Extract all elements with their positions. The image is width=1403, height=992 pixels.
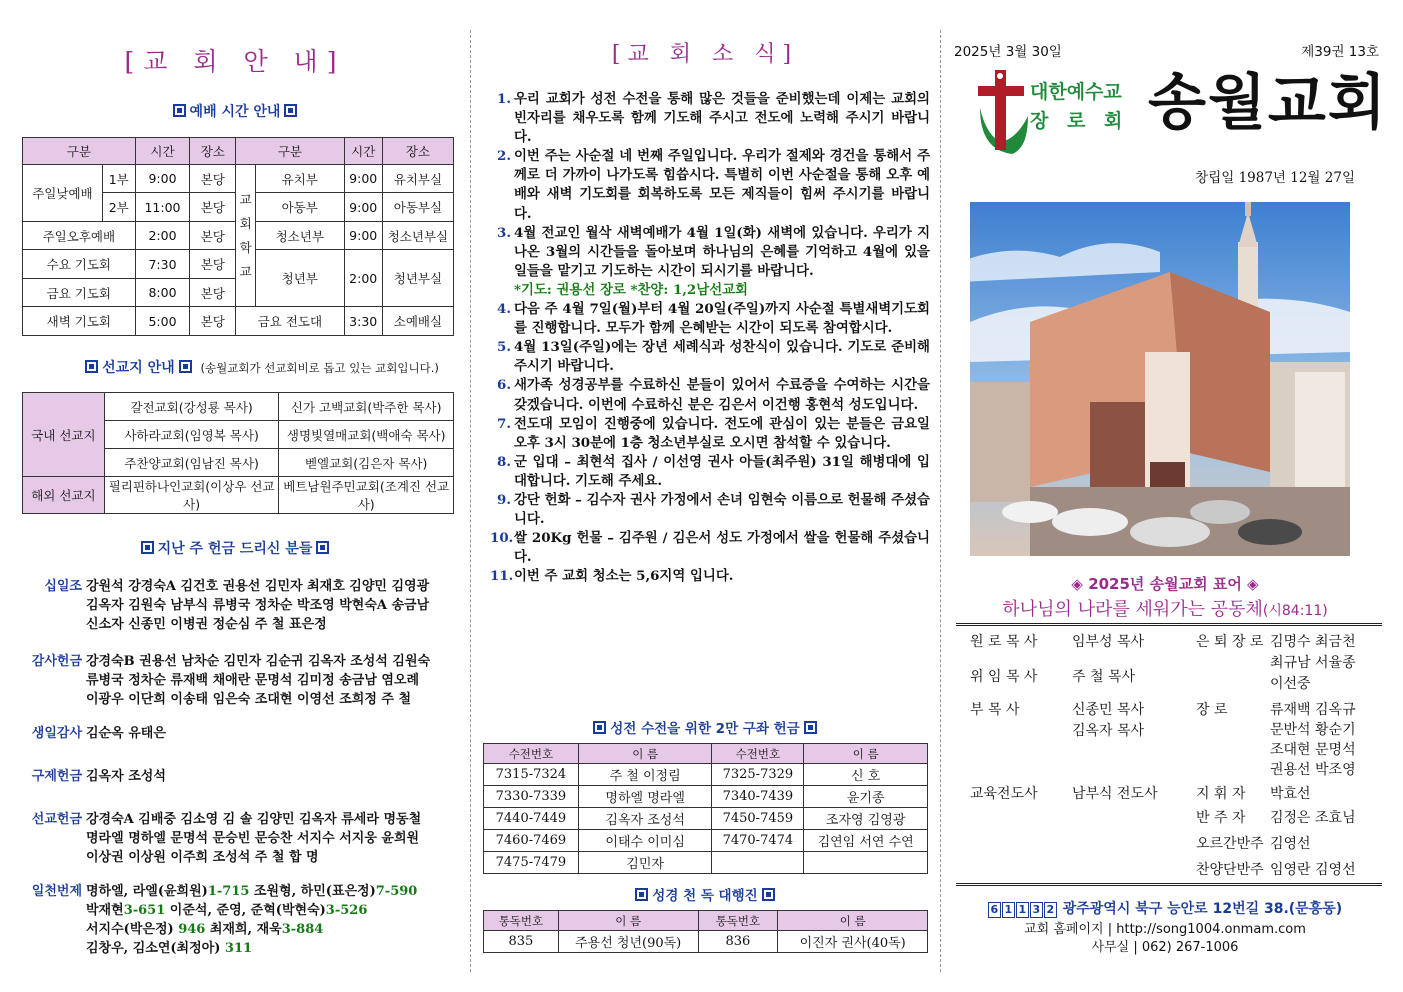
diamond-icon: ◈ [1071, 575, 1083, 593]
worship-time: 7:30 [135, 250, 190, 279]
square-bullet-icon [85, 360, 98, 373]
news-text: 우리 교회가 성전 수전을 통해 많은 것들을 준비했는데 이제는 교회의 빈자리를 채우도록 함께 기도해 주시고 전도에 노력해 주시기 바랍니다. [514, 91, 930, 146]
table-header: 이 름 [778, 911, 928, 931]
header-time: 시간 [135, 138, 190, 165]
table-header: 통독번호 [698, 911, 778, 931]
left-column [0, 0, 470, 992]
table-header: 수전번호 [484, 744, 579, 764]
worship-place: 본당 [190, 222, 236, 250]
motto-reference: (시84:11) [1262, 603, 1328, 619]
table-cell: 김연임 서연 수연 [804, 830, 928, 852]
table-row [484, 852, 928, 874]
school-name: 아동부 [255, 193, 344, 222]
school-place: 청년부실 [382, 250, 453, 307]
mission-title-text: 선교지 안내 [102, 360, 175, 376]
square-bullet-icon [762, 888, 775, 901]
offering-names: 강경숙A 김배중 김소영 김 솔 김양민 김옥자 류세라 명동철 [86, 812, 422, 827]
header-place: 장소 [190, 138, 236, 165]
offering-names: 강원석 강경숙A 김건호 권용선 김민자 최재호 김양민 김영광 [86, 579, 430, 594]
extra-name: 금요 전도대 [236, 307, 344, 336]
offering-names: 신소자 신종민 이병권 정순심 주 철 표은정 [86, 617, 327, 632]
school-place: 아동부실 [382, 193, 453, 222]
table-header: 이 름 [558, 911, 698, 931]
worship-group: 금요 기도회 [23, 279, 136, 307]
offering-label: 생일감사 [31, 726, 82, 741]
offering-label: 십일조 [44, 579, 82, 594]
news-item [490, 224, 930, 281]
mission-overseas-label: 해외 선교지 [23, 477, 105, 514]
news-number: 3. [497, 224, 511, 241]
square-bullet-icon [635, 888, 648, 901]
staff-name: 김정은 조효님 [1270, 810, 1356, 826]
news-text: 쌀 20Kg 헌물 – 김주원 / 김은서 성도 가정에서 쌀을 헌물해 주셨습니다. [514, 530, 930, 566]
table-cell [804, 852, 928, 874]
table-cell: 7340-7439 [712, 786, 804, 808]
news-item [490, 529, 930, 567]
news-number: 9. [497, 491, 511, 508]
mission-section-title [60, 357, 460, 377]
worship-part: 2부 [102, 193, 135, 222]
office-phone: 사무실 | 062) 267-1006 [1091, 940, 1239, 955]
worship-time: 2:00 [135, 222, 190, 250]
news-text: 전도대 모임이 진행중에 있습니다. 전도에 관심이 있는 분들은 금요일 오후 3시 30분에 1층 청소년부실로 오시면 참석할 수 있습니다. [514, 415, 930, 451]
mission-church: 사하라교회(임영복 목사) [104, 421, 279, 449]
news-item [490, 90, 930, 147]
staff-role: 반 주 자 [1196, 810, 1246, 826]
worship-group: 주일낮예배 [23, 165, 103, 222]
offering-birthday [30, 724, 460, 743]
staff-name: 최규남 서율종 [1270, 655, 1356, 671]
header-division: 구분 [236, 138, 344, 165]
mission-church: 갈전교회(강성룡 목사) [104, 393, 279, 421]
news-text: 4월 전교인 월삭 새벽예배가 4월 1일(화) 새벽에 있습니다. 우리가 지나온 3월의 시간들을 돌아보며 하나님의 은혜를 기억하고 4월에 있을 일들을 맡기고 기도하는 시간이 되시기를 바랍니다. [514, 224, 930, 279]
header-time: 시간 [344, 138, 382, 165]
worship-place: 본당 [190, 193, 236, 222]
church-name: 송월교회 [1148, 68, 1388, 138]
mission-church: 신가 고백교회(박주한 목사) [279, 393, 454, 421]
extra-place: 소예배실 [382, 307, 453, 336]
news-item [490, 415, 930, 453]
table-cell: 주용선 청년(90독) [558, 931, 698, 953]
news-item [490, 147, 930, 223]
postal-digit: 2 [1044, 902, 1057, 918]
table-header: 이 름 [578, 744, 712, 764]
table-cell: 7440-7449 [484, 808, 579, 830]
offering-names: 김옥자 조성석 [86, 769, 166, 784]
table-cell: 7460-7469 [484, 830, 579, 852]
offering-label: 일천번제 [31, 884, 82, 899]
right-column [940, 0, 1403, 992]
mission-church: 필리핀하나인교회(이상우 선교사) [104, 477, 279, 514]
table-cell: 김옥자 조성석 [578, 808, 712, 830]
mission-church: 주찬양교회(임남진 목사) [104, 449, 279, 477]
news-text: 강단 헌화 – 김수자 권사 가정에서 손녀 임현숙 이름으로 헌물해 주셨습니다. [514, 491, 930, 528]
staff-role: 교육전도사 [970, 786, 1038, 802]
table-row [484, 786, 928, 808]
school-label [236, 165, 256, 307]
staff-name: 신종민 목사 [1072, 702, 1145, 718]
school-time: 2:00 [344, 250, 382, 307]
table-row [484, 830, 928, 852]
staff-name: 이선중 [1270, 676, 1311, 692]
church-address: 광주광역시 북구 능안로 12번길 38.(문흥동) [1062, 901, 1343, 917]
table-cell: 836 [698, 931, 778, 953]
table-cell: 7315-7324 [484, 764, 579, 786]
news-text: 4월 13일(주일)에는 장년 세례식과 성찬식이 있습니다. 기도로 준비해 주시기 바랍니다. [514, 339, 930, 375]
motto-text: 하나님의 나라를 세워가는 공동체 [1002, 599, 1263, 620]
offering-names: 류병국 정차순 류재백 채애란 문명석 김미정 송금남 염오례 [86, 673, 420, 688]
news-number: 4. [497, 301, 511, 318]
news-number: 6. [497, 377, 511, 394]
postal-digit: 3 [1030, 902, 1043, 918]
worship-place: 본당 [190, 165, 236, 193]
school-place: 유치부실 [382, 165, 453, 193]
worship-time: 9:00 [135, 165, 190, 193]
news-text: 새가족 성경공부를 수료하신 분들이 있어서 수료증을 수여하는 시간을 갖겠습니다. 이번에 수료하신 분은 김은서 이건행 홍현석 성도입니다. [514, 377, 930, 413]
school-time: 9:00 [344, 165, 382, 193]
news-number: 7. [497, 415, 511, 432]
offering-names: 이광우 이단희 이송태 임은숙 조대현 이영선 조희정 주 철 [86, 692, 412, 707]
table-cell: 명하엘 명라엘 [578, 786, 712, 808]
school-label-text: 교 회 학 교 [239, 191, 252, 279]
square-bullet-icon [179, 360, 192, 373]
mission-church: 베트남원주민교회(조계진 선교사) [279, 477, 454, 514]
table-cell: 조자영 김영광 [804, 808, 928, 830]
repair-title-text: 성전 수전을 위한 2만 구좌 헌금 [610, 721, 800, 737]
staff-name: 김영선 [1270, 836, 1311, 852]
offering-names: 명하엘, 라엘(윤희원)1-715 조원형, 하민(표은정)7-590 [86, 884, 418, 899]
worship-place: 본당 [190, 250, 236, 279]
staff-name: 김옥자 목사 [1072, 723, 1145, 739]
worship-time-table [22, 137, 454, 336]
staff-role: 장 로 [1196, 702, 1228, 718]
school-name: 청년부 [255, 250, 344, 307]
table-cell: 이태수 이미심 [578, 830, 712, 852]
table-cell: 7330-7339 [484, 786, 579, 808]
worship-part: 1부 [102, 165, 135, 193]
church-cross-logo-icon [972, 68, 1034, 158]
postal-code [988, 901, 1058, 917]
motto-heading-text: 2025년 송월교회 표어 [1088, 575, 1242, 593]
offering-names: 김옥자 김원숙 남부식 류병국 정차순 박조영 박현숙A 송금남 [86, 598, 430, 613]
school-time: 9:00 [344, 193, 382, 222]
staff-name: 남부식 전도사 [1072, 786, 1158, 802]
table-row [484, 808, 928, 830]
worship-time: 5:00 [135, 307, 190, 336]
staff-name: 김명수 최금천 [1270, 634, 1356, 650]
square-bullet-icon [284, 104, 297, 117]
table-header: 통독번호 [484, 911, 559, 931]
news-text: 군 입대 – 최현석 집사 / 이선영 권사 아들(최주원) 31일 해병대에 입대합니다. 기도해 주세요. [514, 453, 930, 489]
offering-names: 서지수(박은정) 946 최재희, 재욱3-884 [86, 922, 324, 937]
church-building-photo [970, 202, 1350, 556]
news-item [490, 300, 930, 338]
motto-heading [940, 573, 1390, 594]
offering-names: 강경숙B 권용선 남차순 김민자 김순귀 김옥자 조성석 김원숙 [86, 654, 431, 669]
staff-role: 지 휘 자 [1196, 786, 1246, 802]
staff-name: 권용선 박조영 [1270, 762, 1356, 778]
divider [956, 883, 1382, 886]
square-bullet-icon [804, 721, 817, 734]
offering-title-text: 지난 주 헌금 드리신 분들 [157, 541, 313, 557]
school-name: 청소년부 [255, 222, 344, 250]
staff-name: 박효선 [1270, 786, 1311, 802]
denomination-line1: 대한예수교 [1030, 81, 1122, 103]
offering-names: 김순옥 유태은 [86, 726, 166, 741]
founded-date: 창립일 1987년 12월 27일 [1195, 170, 1355, 186]
offering-label: 구제헌금 [31, 769, 82, 784]
staff-role: 찬양단반주 [1196, 862, 1264, 878]
table-cell: 7325-7329 [712, 764, 804, 786]
offering-relief [30, 767, 460, 786]
reading-title-text: 성경 천 독 대행진 [652, 888, 758, 904]
news-item [490, 376, 930, 414]
offering-label: 선교헌금 [31, 812, 82, 827]
worship-group: 수요 기도회 [23, 250, 136, 279]
worship-place: 본당 [190, 307, 236, 336]
table-header: 이 름 [804, 744, 928, 764]
middle-column [470, 0, 940, 992]
postal-digit: 1 [1002, 902, 1015, 918]
news-item [490, 338, 930, 376]
staff-role: 은 퇴 장 로 [1196, 634, 1264, 650]
staff-role: 부 목 사 [970, 702, 1020, 718]
school-place: 청소년부실 [382, 222, 453, 250]
mission-domestic-label: 국내 선교지 [23, 393, 105, 477]
worship-group: 주일오후예배 [23, 222, 136, 250]
table-cell: 신 호 [804, 764, 928, 786]
staff-name: 류재백 김옥규 [1270, 702, 1356, 718]
reading-table [483, 910, 928, 953]
church-news-title: [교 회 소 식] [611, 42, 799, 67]
news-list [490, 90, 930, 586]
square-bullet-icon [316, 541, 329, 554]
offering-label: 감사헌금 [31, 654, 82, 669]
news-text: 이번 주는 사순절 네 번째 주일입니다. 우리가 절제와 경건을 통해서 주께로 더 가까이 나가도록 힘씁시다. 특별히 이번 사순절을 통해 오후 예배와 새벽 기도회를 회복하도록 모든 제직들이 힘써 주시기를 바랍니다. [514, 148, 930, 222]
staff-name: 임부성 목사 [1072, 634, 1145, 650]
staff-role: 위 임 목 사 [970, 669, 1038, 685]
offering-names: 김창우, 김소연(최정아) 311 [86, 941, 253, 956]
divider [956, 623, 1382, 626]
table-cell: 7470-7474 [712, 830, 804, 852]
staff-name: 조대현 문명석 [1270, 742, 1356, 758]
homepage-link[interactable]: 교회 홈페이지 | http://song1004.onmam.com [1024, 922, 1306, 937]
offering-section-title [0, 538, 470, 558]
mission-church: 생명빛열매교회(백애숙 목사) [279, 421, 454, 449]
staff-role: 오르간반주 [1196, 836, 1264, 852]
offering-thousand [30, 882, 460, 958]
postal-digit: 6 [988, 902, 1001, 918]
address-line [940, 898, 1390, 918]
denomination-line2: 장 로 회 [1030, 110, 1129, 132]
square-bullet-icon [593, 721, 606, 734]
news-text: 다음 주 4월 7일(월)부터 4월 20일(주일)까지 사순절 특별새벽기도회를 진행합니다. 모두가 함께 은혜받는 시간이 되도록 참여합시다. [514, 301, 930, 337]
table-cell: 835 [484, 931, 559, 953]
table-cell: 7475-7479 [484, 852, 579, 874]
header-place: 장소 [382, 138, 453, 165]
worship-time: 11:00 [135, 193, 190, 222]
square-bullet-icon [173, 104, 186, 117]
table-cell: 주 철 이정림 [578, 764, 712, 786]
offering-mission [30, 810, 460, 867]
news-text: 이번 주 교회 청소는 5,6지역 입니다. [514, 568, 734, 585]
mission-table [22, 392, 454, 514]
news-number: 10. [490, 530, 514, 547]
school-name: 유치부 [255, 165, 344, 193]
offering-names: 이상권 이상원 이주희 조성석 주 철 합 명 [86, 850, 319, 865]
offering-thanks [30, 652, 460, 709]
school-time: 9:00 [344, 222, 382, 250]
diamond-icon: ◈ [1247, 575, 1259, 593]
news-number: 2. [497, 148, 511, 165]
table-cell: 김민자 [578, 852, 712, 874]
news-prayer-note: *기도: 권용선 장로 *찬양: 1,2남선교회 [514, 281, 748, 298]
staff-name: 문반석 황순기 [1270, 722, 1356, 738]
church-guide-title: [교 회 안 내] [124, 47, 346, 76]
bulletin-date: 2025년 3월 30일 [954, 44, 1062, 60]
news-item [490, 567, 930, 586]
staff-name: 주 철 목사 [1072, 669, 1135, 685]
worship-group: 새벽 기도회 [23, 307, 136, 336]
news-number: 11. [490, 568, 514, 585]
mission-note: (송월교회가 선교회비로 돕고 있는 교회입니다.) [200, 361, 439, 375]
news-number: 5. [497, 339, 511, 356]
offering-names: 박재현3-651 이준석, 준영, 준혁(박현숙)3-526 [86, 903, 368, 918]
repair-section-title [470, 717, 940, 737]
staff-role: 원 로 목 사 [970, 634, 1038, 650]
table-cell: 7450-7459 [712, 808, 804, 830]
bulletin-issue: 제39권 13호 [1301, 44, 1379, 60]
square-bullet-icon [141, 541, 154, 554]
staff-name: 임영란 김영선 [1270, 862, 1356, 878]
worship-section-title [0, 101, 470, 121]
table-row [484, 764, 928, 786]
offering-names: 명라엘 명하엘 문명석 문승빈 문승찬 서지수 서지웅 윤희원 [86, 831, 420, 846]
header-division: 구분 [23, 138, 136, 165]
table-cell [712, 852, 804, 874]
extra-time: 3:30 [344, 307, 382, 336]
news-number: 1. [497, 91, 511, 107]
mission-church: 벧엘교회(김은자 목사) [279, 449, 454, 477]
motto [940, 595, 1390, 621]
table-cell: 이진자 권사(40독) [778, 931, 928, 953]
repair-table [483, 743, 928, 874]
worship-time: 8:00 [135, 279, 190, 307]
news-number: 8. [497, 453, 511, 470]
worship-place: 본당 [190, 279, 236, 307]
reading-section-title [470, 884, 940, 904]
table-cell: 윤기종 [804, 786, 928, 808]
offering-tithe [30, 577, 460, 634]
table-header: 수전번호 [712, 744, 804, 764]
news-item [490, 453, 930, 491]
worship-title-text: 예배 시간 안내 [189, 104, 281, 120]
postal-digit: 1 [1016, 902, 1029, 918]
news-item [490, 491, 930, 529]
table-row [484, 931, 928, 953]
